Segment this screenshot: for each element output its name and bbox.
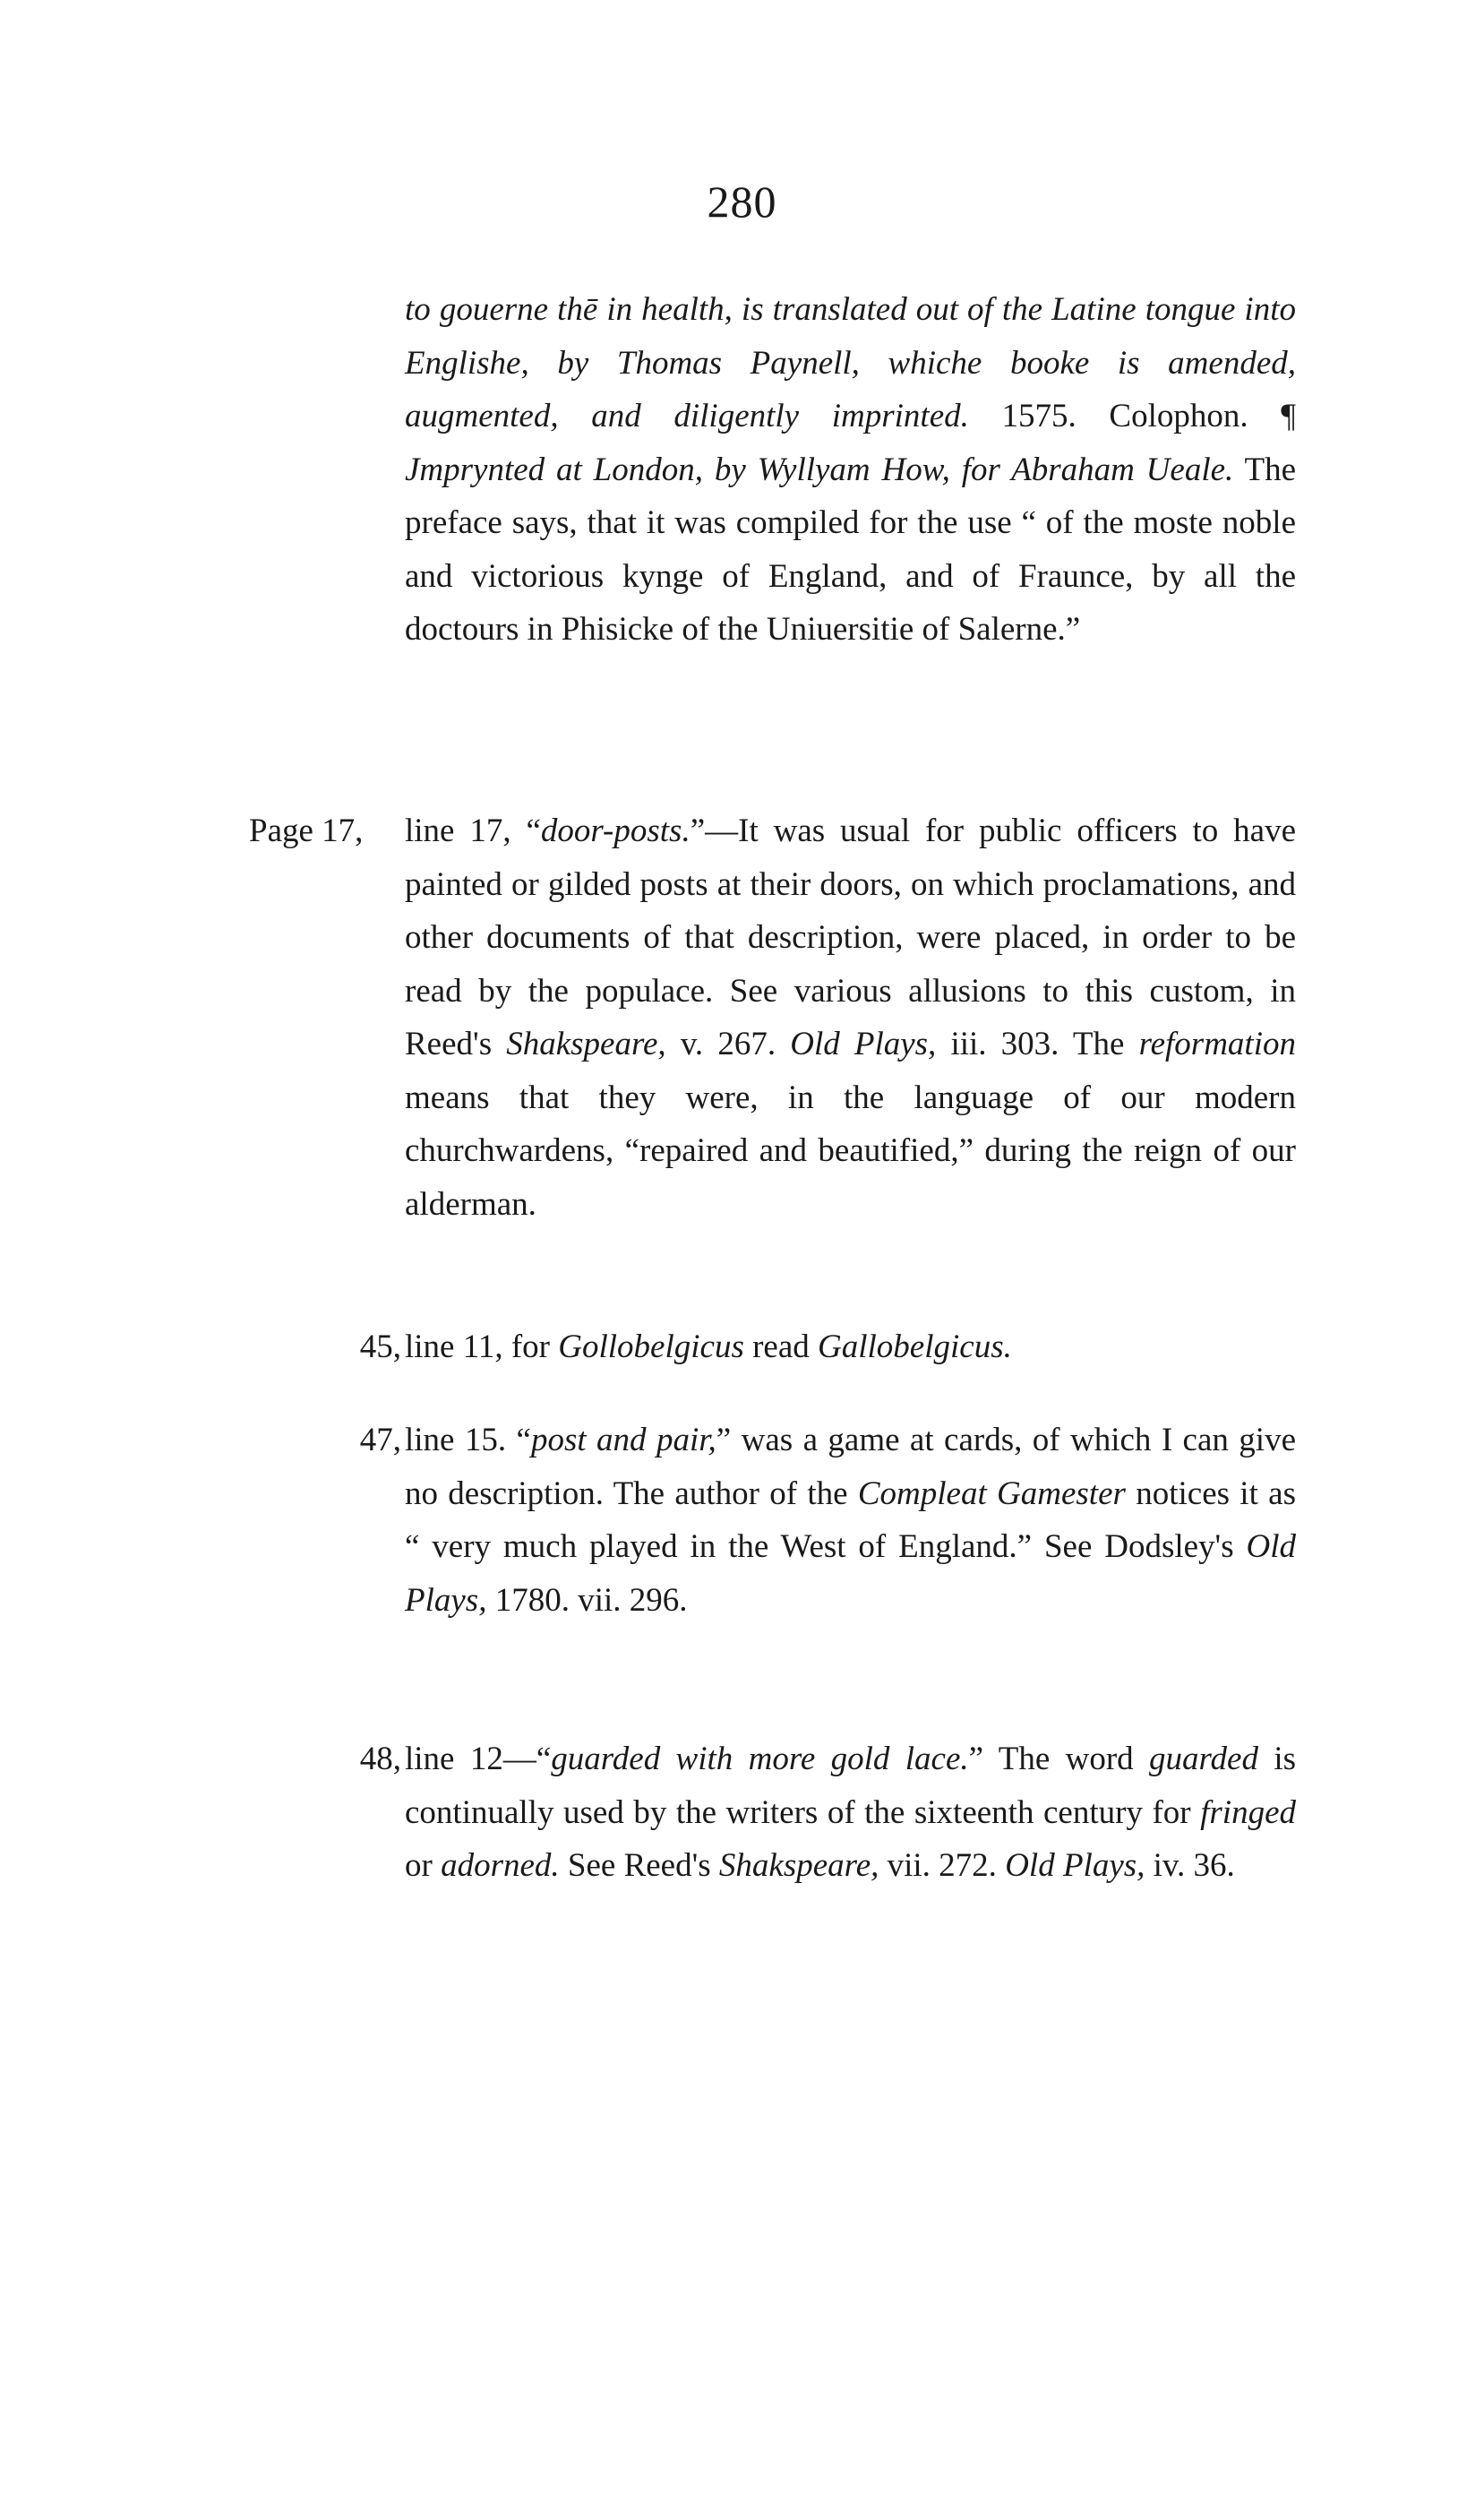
note-47 (405, 1414, 1296, 1627)
italic-text: Old Plays, (405, 1528, 1296, 1619)
italic-text: reformation (1138, 1026, 1296, 1062)
page-number: 280 (707, 176, 777, 227)
body-text: is continually used by the writers of the sixteenth century for (405, 1741, 1296, 1831)
italic-text: to gouerne thē in health, is translated out of the Latine tongue into Englishe, by Thomas Paynell, whiche booke is amended, augmented, and diligently imprinted. (405, 291, 1296, 434)
body-text: means that they were, in the language of our modern churchwardens, “repaired and beautified,” during the reign of our alderman. (405, 1079, 1296, 1223)
italic-text: adorned. (441, 1847, 560, 1884)
body-text: notices it as “ very much played in the West of England.” See Dodsley's (405, 1475, 1296, 1565)
body-text: See Reed's (559, 1847, 719, 1884)
italic-text: Gollobelgicus (558, 1328, 744, 1365)
note-48 (405, 1732, 1296, 1893)
body-text: vii. 272. (879, 1847, 1006, 1884)
italic-text: door-posts. (540, 813, 691, 849)
body-text: or (405, 1847, 442, 1884)
continuation-paragraph (405, 283, 1296, 657)
italic-text: Old Plays, (1005, 1847, 1145, 1884)
body-text: ” was a game at cards, of which I can give no description. The author of the (405, 1422, 1296, 1512)
italic-text: guarded with more gold lace. (551, 1741, 969, 1777)
body-text: line 12—“ (405, 1741, 552, 1777)
italic-text: Jmprynted at London, by Wyllyam How, for Abraham Ueale. (405, 451, 1234, 488)
body-text: iii. 303. The (936, 1026, 1139, 1062)
body-text: ”—It was usual for public officers to have painted or gilded posts at their doors, on which proclamations, and other documents of that description, were placed, in order to be read by the populace. See various allusions to this custom, in Reed's (405, 813, 1297, 1062)
note-45 (405, 1320, 1296, 1374)
body-text: The preface says, that it was compiled for the use “ of the moste noble and victorious kynge of England, and of Fraunce, by all the doctours in Phisicke of the Uniuersitie of Salerne.” (405, 451, 1296, 648)
body-text: line 15. “ (405, 1422, 531, 1458)
italic-text: Compleat Gamester (857, 1475, 1126, 1512)
italic-text: guarded (1149, 1741, 1258, 1777)
body-text: line 11, for (405, 1328, 559, 1365)
italic-text: Gallobelgicus. (818, 1328, 1012, 1365)
italic-text: fringed (1200, 1793, 1296, 1831)
note-lead-47: 47, (359, 1422, 401, 1458)
body-text: v. 267. (665, 1026, 791, 1062)
body-text: 1575. Colophon. ¶ (968, 398, 1296, 434)
note-lead-page-17: Page 17, (249, 813, 364, 849)
body-text: line 17, “ (405, 813, 541, 849)
body-text: ” The word (968, 1741, 1150, 1777)
italic-text: Shakspeare, (718, 1847, 879, 1884)
italic-text: Shakspeare, (506, 1026, 666, 1062)
italic-text: Old Plays, (790, 1026, 937, 1062)
note-page-17 (405, 804, 1296, 1231)
body-text: 1780. vii. 296. (486, 1581, 688, 1619)
italic-text: post and pair, (530, 1422, 716, 1458)
body-text: iv. 36. (1145, 1847, 1235, 1884)
note-lead-48: 48, (359, 1741, 401, 1777)
body-text: read (743, 1328, 819, 1365)
note-lead-45: 45, (359, 1328, 401, 1365)
